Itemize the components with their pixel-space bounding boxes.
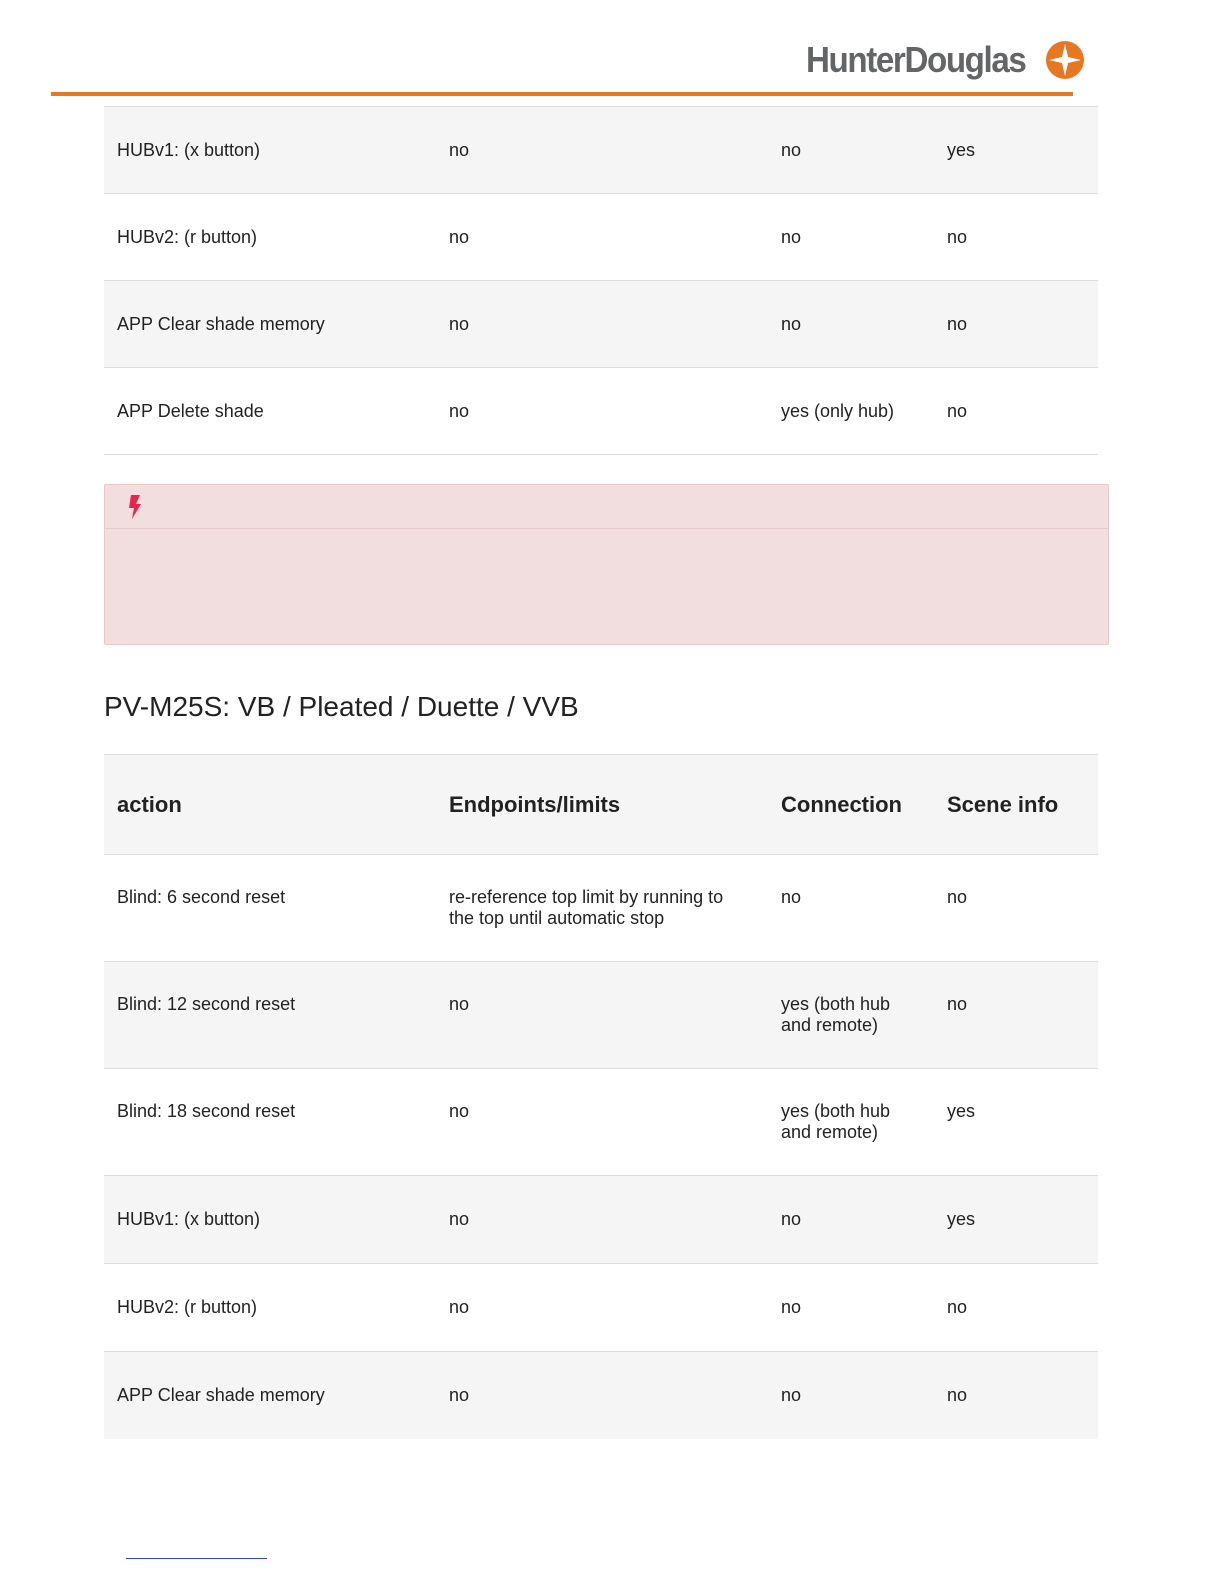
- header-rule: [51, 92, 1073, 96]
- cell-connection: yes (both hub and remote): [768, 1069, 934, 1176]
- cell-action: Blind: 12 second reset: [104, 962, 436, 1069]
- table-row: [104, 1176, 1098, 1264]
- cell-connection: no: [768, 1264, 934, 1352]
- cell-connection: no: [768, 107, 934, 194]
- cell-action: HUBv2: (r button): [104, 194, 436, 281]
- cell-endpoints: no: [436, 1352, 768, 1440]
- cell-action: Blind: 18 second reset: [104, 1069, 436, 1176]
- hunter-douglas-logo-icon: [1045, 40, 1085, 80]
- cell-scene-info: yes: [934, 1176, 1098, 1264]
- cell-connection: no: [768, 1176, 934, 1264]
- header-endpoints: Endpoints/limits: [436, 755, 768, 855]
- table-header-row: [104, 755, 1098, 855]
- cell-action: Blind: 6 second reset: [104, 855, 436, 962]
- cell-endpoints: no: [436, 368, 768, 455]
- cell-endpoints: no: [436, 281, 768, 368]
- cell-scene-info: no: [934, 1264, 1098, 1352]
- footer-link-underline[interactable]: [126, 1558, 267, 1559]
- cell-connection: yes (both hub and remote): [768, 962, 934, 1069]
- lightning-bolt-icon: [127, 494, 143, 520]
- header-action: action: [104, 755, 436, 855]
- cell-scene-info: no: [934, 194, 1098, 281]
- brand-logo: [806, 38, 1085, 82]
- cell-endpoints: no: [436, 107, 768, 194]
- cell-scene-info: yes: [934, 1069, 1098, 1176]
- cell-scene-info: no: [934, 368, 1098, 455]
- cell-scene-info: no: [934, 855, 1098, 962]
- reset-table: [104, 754, 1098, 1439]
- table-row: [104, 281, 1098, 368]
- cell-endpoints: no: [436, 1069, 768, 1176]
- cell-action: APP Clear shade memory: [104, 1352, 436, 1440]
- cell-endpoints: no: [436, 1264, 768, 1352]
- cell-endpoints: re-reference top limit by running to the top until automatic stop: [436, 855, 768, 962]
- table-row: [104, 194, 1098, 281]
- cell-connection: no: [768, 1352, 934, 1440]
- cell-scene-info: yes: [934, 107, 1098, 194]
- cell-endpoints: no: [436, 962, 768, 1069]
- cell-scene-info: no: [934, 962, 1098, 1069]
- cell-endpoints: no: [436, 194, 768, 281]
- warning-alert: [104, 484, 1109, 645]
- cell-connection: no: [768, 194, 934, 281]
- table-row: [104, 855, 1098, 962]
- table-row: [104, 1069, 1098, 1176]
- brand-name: HunterDouglas: [806, 39, 1026, 80]
- cell-scene-info: no: [934, 1352, 1098, 1440]
- table-row: [104, 1352, 1098, 1440]
- cell-endpoints: no: [436, 1176, 768, 1264]
- table-row: [104, 107, 1098, 194]
- cell-connection: no: [768, 855, 934, 962]
- cell-action: APP Delete shade: [104, 368, 436, 455]
- cell-action: HUBv1: (x button): [104, 1176, 436, 1264]
- section-title: PV-M25S: VB / Pleated / Duette / VVB: [104, 691, 579, 722]
- header-connection: Connection: [768, 755, 934, 855]
- cell-scene-info: no: [934, 281, 1098, 368]
- cell-connection: no: [768, 281, 934, 368]
- table-row: [104, 1264, 1098, 1352]
- reset-table-continued: [104, 106, 1098, 455]
- alert-header: [105, 485, 1108, 529]
- cell-action: HUBv2: (r button): [104, 1264, 436, 1352]
- cell-connection: yes (only hub): [768, 368, 934, 455]
- table-row: [104, 368, 1098, 455]
- header-scene-info: Scene info: [934, 755, 1098, 855]
- cell-action: APP Clear shade memory: [104, 281, 436, 368]
- table-row: [104, 962, 1098, 1069]
- cell-action: HUBv1: (x button): [104, 107, 436, 194]
